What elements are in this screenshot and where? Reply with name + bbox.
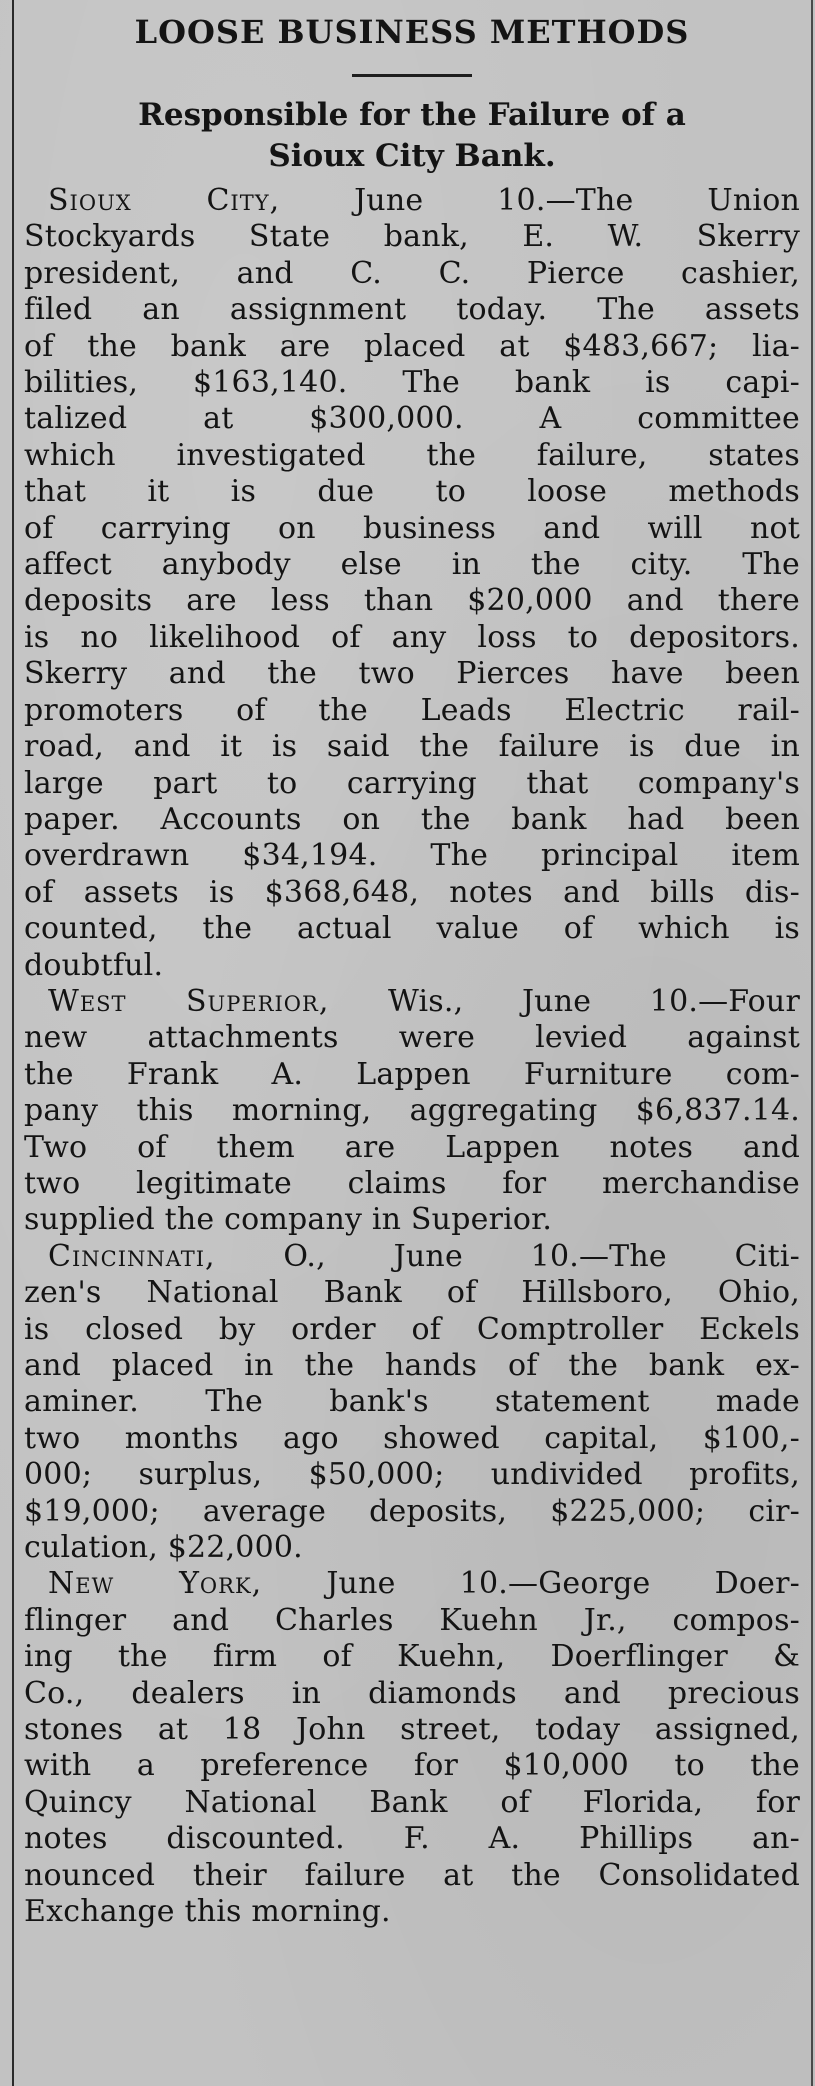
news-dispatch: [24, 984, 800, 1239]
text-line: 000; surplus, $50,000; undivided profits,: [24, 1457, 800, 1493]
text-line: large part to carrying that company's: [24, 765, 800, 801]
dateline: Cincinnati,: [48, 1238, 216, 1274]
text-line: culation, $22,000.: [24, 1530, 303, 1566]
column-rule-left: [12, 0, 14, 2086]
text-line: president, and C. C. Pierce cashier,: [24, 255, 800, 291]
text-line: two months ago showed capital, $100,-: [24, 1420, 800, 1456]
text-line: Skerry and the two Pierces have been: [24, 656, 800, 692]
headline: LOOSE BUSINESS METHODS: [134, 13, 690, 51]
text-line: overdrawn $34,194. The principal item: [24, 838, 800, 874]
text-line: doubtful.: [24, 947, 164, 983]
text-line: the Frank A. Lappen Furniture com-: [24, 1056, 800, 1092]
dispatch-lead-text: O., June 10.—The Citi-: [215, 1238, 800, 1274]
text-line: new attachments were levied against: [24, 1020, 800, 1056]
dispatch-first-line: [24, 984, 800, 1020]
news-dispatch: [24, 1239, 800, 1567]
subhead-line: Sioux City Bank.: [268, 138, 556, 174]
dispatch-first-line: [24, 1566, 800, 1602]
text-line: Co., dealers in diamonds and precious: [24, 1675, 800, 1711]
text-line: which investigated the failure, states: [24, 437, 800, 473]
text-line: talized at $300,000. A committee: [24, 401, 800, 437]
text-line: counted, the actual value of which is: [24, 911, 800, 947]
text-line: aminer. The bank's statement made: [24, 1384, 800, 1420]
text-line: of carrying on business and will not: [24, 510, 800, 546]
text-line: paper. Accounts on the bank had been: [24, 801, 800, 837]
text-line: with a preference for $10,000 to the: [24, 1748, 800, 1784]
subhead: [24, 95, 800, 177]
dispatch-lead-text: June 10.—George Doer-: [262, 1566, 800, 1602]
article-column: [24, 10, 800, 1931]
text-line: ing the firm of Kuehn, Doerflinger &: [24, 1639, 800, 1675]
headline-divider: [352, 74, 472, 77]
news-dispatch: [24, 1566, 800, 1930]
text-line: is no likelihood of any loss to depositors.: [24, 619, 800, 655]
text-line: notes discounted. F. A. Phillips an-: [24, 1821, 800, 1857]
text-line: filed an assignment today. The assets: [24, 292, 800, 328]
text-line: Exchange this morning.: [24, 1894, 391, 1930]
dispatch-first-line: [24, 1239, 800, 1275]
text-line: of assets is $368,648, notes and bills dis-: [24, 874, 800, 910]
text-line: Stockyards State bank, E. W. Skerry: [24, 219, 800, 255]
text-line: deposits are less than $20,000 and there: [24, 583, 800, 619]
dispatch-lead-text: June 10.—The Union: [280, 183, 800, 218]
text-line: flinger and Charles Kuehn Jr., compos-: [24, 1602, 800, 1638]
text-line: that it is due to loose methods: [24, 474, 800, 510]
subhead-line: Responsible for the Failure of a: [138, 97, 686, 133]
dispatch-first-line: [24, 183, 800, 219]
text-line: of the bank are placed at $483,667; lia-: [24, 328, 800, 364]
news-dispatch: [24, 183, 800, 984]
text-line: pany this morning, aggregating $6,837.14.: [24, 1093, 800, 1129]
text-line: Two of them are Lappen notes and: [24, 1129, 800, 1165]
text-line: road, and it is said the failure is due in: [24, 729, 800, 765]
dateline: New York,: [48, 1566, 263, 1602]
text-line: affect anybody else in the city. The: [24, 547, 800, 583]
text-line: two legitimate claims for merchandise: [24, 1165, 800, 1201]
text-line: zen's National Bank of Hillsboro, Ohio,: [24, 1275, 800, 1311]
article-body: [24, 183, 800, 1931]
text-line: promoters of the Leads Electric rail-: [24, 692, 800, 728]
text-line: $19,000; average deposits, $225,000; cir-: [24, 1493, 800, 1529]
dispatch-lead-text: Wis., June 10.—Four: [329, 983, 800, 1019]
dateline: West Superior,: [48, 983, 330, 1019]
dateline: Sioux City,: [48, 183, 281, 218]
text-line: and placed in the hands of the bank ex-: [24, 1348, 800, 1383]
text-line: Quincy National Bank of Florida, for: [24, 1784, 800, 1820]
column-rule-right: [811, 0, 813, 2086]
text-line: bilities, $163,140. The bank is capi-: [24, 365, 800, 401]
text-line: nounced their failure at the Consolidated: [24, 1857, 800, 1893]
text-line: stones at 18 John street, today assigned,: [24, 1712, 800, 1748]
text-line: supplied the company in Superior.: [24, 1202, 553, 1238]
text-line: is closed by order of Comptroller Eckels: [24, 1311, 800, 1347]
